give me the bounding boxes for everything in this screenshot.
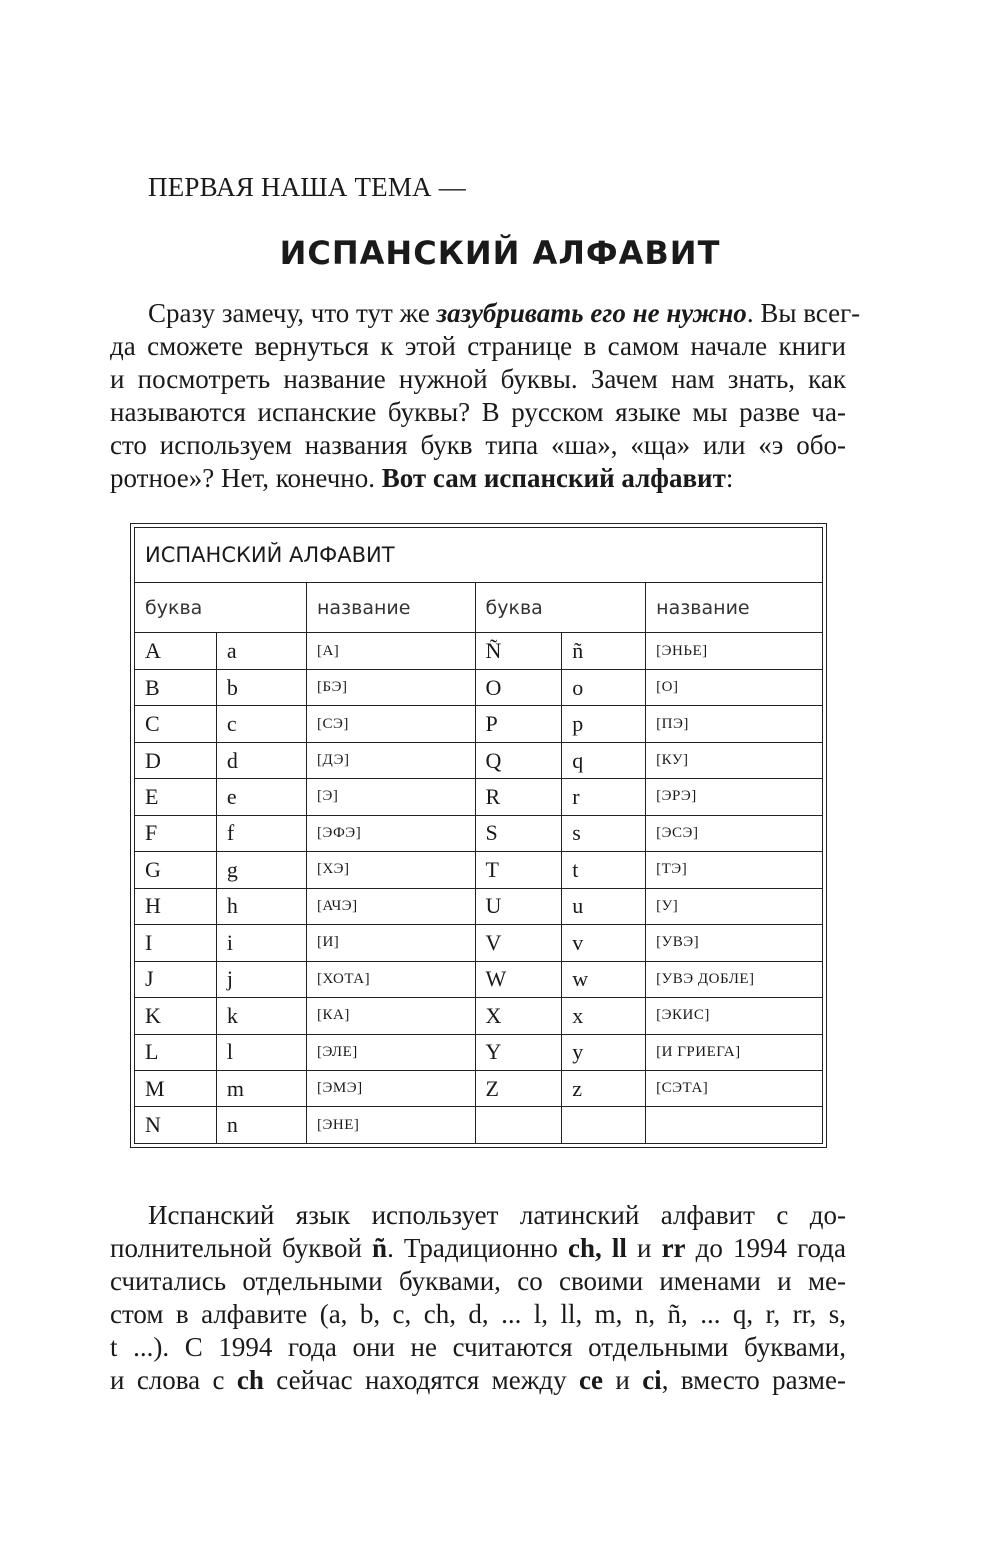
text-run: . Вы всег- bbox=[746, 298, 861, 328]
table-row bbox=[135, 925, 823, 961]
uppercase-letter: N bbox=[135, 1107, 217, 1144]
paragraph-line: считались отдельными буквами, со своими именами и ме- bbox=[110, 1266, 846, 1296]
alphabet-table bbox=[134, 527, 823, 1144]
letter-name: [Э] bbox=[306, 779, 475, 815]
lowercase-letter: k bbox=[216, 998, 306, 1034]
table-row bbox=[135, 633, 823, 669]
letter-name: [АЧЭ] bbox=[306, 888, 475, 924]
table-row bbox=[135, 742, 823, 778]
uppercase-letter: Y bbox=[475, 1034, 562, 1070]
letter-name: [ЭМЭ] bbox=[306, 1070, 475, 1106]
letter-name: [ЭРЭ] bbox=[646, 779, 823, 815]
lowercase-letter: j bbox=[216, 961, 306, 997]
uppercase-letter: G bbox=[135, 852, 217, 888]
uppercase-letter: C bbox=[135, 706, 217, 742]
letter-name: [И ГРИЕГА] bbox=[646, 1034, 823, 1070]
lowercase-letter: e bbox=[216, 779, 306, 815]
uppercase-letter: R bbox=[475, 779, 562, 815]
letter-name: [ЭЛЕ] bbox=[306, 1034, 475, 1070]
lowercase-letter: v bbox=[562, 925, 646, 961]
column-header-letter: буква bbox=[475, 583, 646, 633]
paragraph-line: сто используем названия букв типа «ша», «ща» или «э обо- bbox=[110, 430, 846, 460]
bold-text: ch bbox=[236, 1365, 264, 1395]
paragraph-line: и посмотреть название нужной буквы. Зачем нам знать, как bbox=[110, 364, 846, 394]
table-row bbox=[135, 1107, 823, 1144]
lowercase-letter: n bbox=[216, 1107, 306, 1144]
uppercase-letter: J bbox=[135, 961, 217, 997]
uppercase-letter: M bbox=[135, 1070, 217, 1106]
table-row bbox=[135, 852, 823, 888]
lowercase-letter: l bbox=[216, 1034, 306, 1070]
text-run: , вместо разме- bbox=[661, 1365, 846, 1395]
uppercase-letter: I bbox=[135, 925, 217, 961]
uppercase-letter: L bbox=[135, 1034, 217, 1070]
letter-name: [ХЭ] bbox=[306, 852, 475, 888]
lowercase-letter: g bbox=[216, 852, 306, 888]
uppercase-letter: Ñ bbox=[475, 633, 562, 669]
uppercase-letter: K bbox=[135, 998, 217, 1034]
letter-name: [БЭ] bbox=[306, 669, 475, 705]
uppercase-letter: U bbox=[475, 888, 562, 924]
lowercase-letter: x bbox=[562, 998, 646, 1034]
table-row bbox=[135, 706, 823, 742]
table-title-row bbox=[135, 528, 823, 583]
intro-line: ПЕРВАЯ НАША ТЕМА — bbox=[148, 172, 466, 202]
uppercase-letter: W bbox=[475, 961, 562, 997]
letter-name: [ЭСЭ] bbox=[646, 815, 823, 851]
letter-name: [ДЭ] bbox=[306, 742, 475, 778]
lowercase-letter: i bbox=[216, 925, 306, 961]
text-run: : bbox=[725, 463, 734, 493]
text-run: . Традиционно bbox=[387, 1233, 568, 1263]
uppercase-letter: O bbox=[475, 669, 562, 705]
text-run: до 1994 года bbox=[685, 1233, 846, 1263]
column-header-name: название bbox=[306, 583, 475, 633]
bold-text: ch, ll bbox=[568, 1233, 627, 1263]
uppercase-letter: S bbox=[475, 815, 562, 851]
lowercase-letter: h bbox=[216, 888, 306, 924]
letter-name: [О] bbox=[646, 669, 823, 705]
lowercase-letter: p bbox=[562, 706, 646, 742]
bold-text: Вот сам испанский алфавит bbox=[381, 463, 726, 493]
letter-name: [КУ] bbox=[646, 742, 823, 778]
letter-name: [У] bbox=[646, 888, 823, 924]
lowercase-letter: y bbox=[562, 1034, 646, 1070]
letter-name: [УВЭ ДОБЛЕ] bbox=[646, 961, 823, 997]
uppercase-letter: P bbox=[475, 706, 562, 742]
text-run: полнительной буквой bbox=[110, 1233, 373, 1263]
letter-name bbox=[646, 1107, 823, 1144]
paragraph-line bbox=[110, 1364, 846, 1397]
lowercase-letter: m bbox=[216, 1070, 306, 1106]
table-row bbox=[135, 1034, 823, 1070]
section-heading: ИСПАНСКИЙ АЛФАВИТ bbox=[279, 234, 721, 272]
text-run: сейчас находятся между bbox=[263, 1365, 579, 1395]
table-body bbox=[135, 633, 823, 1144]
text-run: и bbox=[602, 1365, 643, 1395]
uppercase-letter: V bbox=[475, 925, 562, 961]
emphasis-text: зазубривать его не нужно bbox=[436, 298, 747, 328]
paragraph-line bbox=[110, 1232, 846, 1265]
table-row bbox=[135, 815, 823, 851]
paragraph-line: да сможете вернуться к этой странице в самом начале книги bbox=[110, 331, 846, 361]
bold-text: ñ bbox=[372, 1233, 388, 1263]
lowercase-letter: r bbox=[562, 779, 646, 815]
paragraph-line: Испанский язык использует латинский алфавит с до- bbox=[148, 1200, 846, 1230]
paragraph-line: t ...). С 1994 года они не считаются отдельными буквами, bbox=[110, 1332, 846, 1362]
bold-text: ci bbox=[642, 1365, 662, 1395]
table-row bbox=[135, 669, 823, 705]
uppercase-letter: A bbox=[135, 633, 217, 669]
text-run: ротное»? Нет, конечно. bbox=[110, 463, 382, 493]
table-row bbox=[135, 1070, 823, 1106]
bold-text: ce bbox=[579, 1365, 603, 1395]
uppercase-letter: Q bbox=[475, 742, 562, 778]
lowercase-letter: o bbox=[562, 669, 646, 705]
lowercase-letter: z bbox=[562, 1070, 646, 1106]
lowercase-letter: b bbox=[216, 669, 306, 705]
lowercase-letter: d bbox=[216, 742, 306, 778]
uppercase-letter: F bbox=[135, 815, 217, 851]
paragraph-line: называются испанские буквы? В русском языке мы разве ча- bbox=[110, 397, 846, 427]
letter-name: [СЭТА] bbox=[646, 1070, 823, 1106]
lowercase-letter: u bbox=[562, 888, 646, 924]
table-row bbox=[135, 779, 823, 815]
column-header-name: название bbox=[646, 583, 823, 633]
table-row bbox=[135, 961, 823, 997]
bold-text: rr bbox=[661, 1233, 686, 1263]
letter-name: [И] bbox=[306, 925, 475, 961]
lowercase-letter: f bbox=[216, 815, 306, 851]
table-row bbox=[135, 888, 823, 924]
letter-name: [ЭФЭ] bbox=[306, 815, 475, 851]
lowercase-letter: a bbox=[216, 633, 306, 669]
paragraph-history bbox=[110, 1199, 846, 1397]
text-run: Сразу замечу, что тут же bbox=[148, 298, 437, 328]
paragraph-line bbox=[110, 297, 861, 330]
letter-name: [ПЭ] bbox=[646, 706, 823, 742]
letter-name: [ХОТА] bbox=[306, 961, 475, 997]
uppercase-letter bbox=[475, 1107, 562, 1144]
uppercase-letter: D bbox=[135, 742, 217, 778]
paragraph-intro bbox=[110, 297, 861, 495]
text-run: и слова с bbox=[110, 1365, 237, 1395]
column-header-letter: буква bbox=[135, 583, 307, 633]
text-run: и bbox=[626, 1233, 662, 1263]
table-title: ИСПАНСКИЙ АЛФАВИТ bbox=[135, 528, 823, 583]
alphabet-table-frame bbox=[130, 523, 827, 1148]
lowercase-letter: c bbox=[216, 706, 306, 742]
letter-name: [ЭНЬЕ] bbox=[646, 633, 823, 669]
uppercase-letter: X bbox=[475, 998, 562, 1034]
paragraph-line bbox=[110, 462, 846, 495]
uppercase-letter: T bbox=[475, 852, 562, 888]
letter-name: [ЭНЕ] bbox=[306, 1107, 475, 1144]
uppercase-letter: E bbox=[135, 779, 217, 815]
lowercase-letter: s bbox=[562, 815, 646, 851]
uppercase-letter: H bbox=[135, 888, 217, 924]
letter-name: [УВЭ] bbox=[646, 925, 823, 961]
lowercase-letter bbox=[562, 1107, 646, 1144]
letter-name: [СЭ] bbox=[306, 706, 475, 742]
letter-name: [КА] bbox=[306, 998, 475, 1034]
uppercase-letter: B bbox=[135, 669, 217, 705]
lowercase-letter: q bbox=[562, 742, 646, 778]
table-row bbox=[135, 998, 823, 1034]
lowercase-letter: w bbox=[562, 961, 646, 997]
table-header-row bbox=[135, 583, 823, 633]
letter-name: [А] bbox=[306, 633, 475, 669]
letter-name: [ТЭ] bbox=[646, 852, 823, 888]
lowercase-letter: ñ bbox=[562, 633, 646, 669]
paragraph-line: стом в алфавите (a, b, c, ch, d, ... l, ll, m, n, ñ, ... q, r, rr, s, bbox=[110, 1299, 846, 1329]
lowercase-letter: t bbox=[562, 852, 646, 888]
uppercase-letter: Z bbox=[475, 1070, 562, 1106]
letter-name: [ЭКИС] bbox=[646, 998, 823, 1034]
